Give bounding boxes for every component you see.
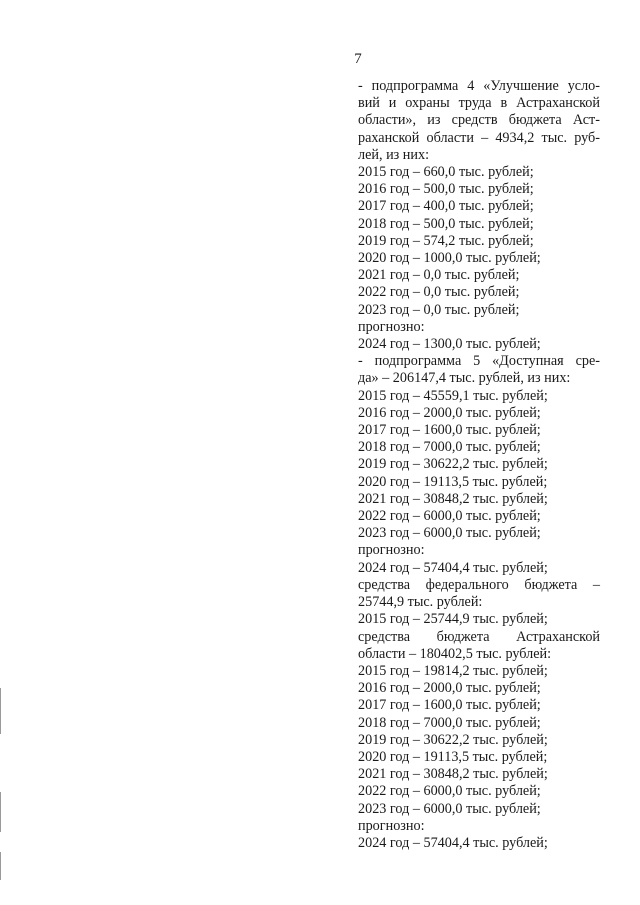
scan-edge-mark <box>0 792 1 832</box>
text-line: 2020 год – 19113,5 тыс. рублей; <box>358 748 548 765</box>
text-line: 2019 год – 574,2 тыс. рублей; <box>358 232 534 249</box>
text-line: 2017 год – 400,0 тыс. рублей; <box>358 198 534 215</box>
text-line: 2018 год – 7000,0 тыс. рублей; <box>358 439 541 456</box>
scan-edge-mark <box>0 688 1 734</box>
text-line: 2017 год – 1600,0 тыс. рублей; <box>358 422 541 439</box>
text-line: - подпрограмма 5 «Доступная сре- <box>358 353 600 370</box>
text-line: 2016 год – 2000,0 тыс. рублей; <box>358 404 541 421</box>
text-line: 2016 год – 2000,0 тыс. рублей; <box>358 680 541 697</box>
text-line: да» – 206147,4 тыс. рублей, из них: <box>358 370 571 387</box>
text-line: средства бюджета Астраханской <box>358 628 600 645</box>
document-text-column <box>358 78 600 852</box>
text-line: прогнозно: <box>358 318 425 335</box>
text-line: 2015 год – 660,0 тыс. рублей; <box>358 164 534 181</box>
text-line: 2015 год – 45559,1 тыс. рублей; <box>358 387 548 404</box>
text-line: области», из средств бюджета Аст- <box>358 112 600 129</box>
text-line: 2021 год – 30848,2 тыс. рублей; <box>358 766 548 783</box>
text-line: 2021 год – 0,0 тыс. рублей; <box>358 267 520 284</box>
text-line: области – 180402,5 тыс. рублей: <box>358 645 552 662</box>
text-line: - подпрограмма 4 «Улучшение усло- <box>358 78 600 94</box>
text-line: 2022 год – 0,0 тыс. рублей; <box>358 284 520 301</box>
text-line: 2017 год – 1600,0 тыс. рублей; <box>358 697 541 714</box>
text-line: 2018 год – 500,0 тыс. рублей; <box>358 215 534 232</box>
text-line: 2023 год – 0,0 тыс. рублей; <box>358 301 520 318</box>
text-line: 2024 год – 1300,0 тыс. рублей; <box>358 336 541 353</box>
text-line: раханской области – 4934,2 тыс. руб- <box>358 129 600 146</box>
text-line: 2022 год – 6000,0 тыс. рублей; <box>358 783 541 800</box>
text-line: 2018 год – 7000,0 тыс. рублей; <box>358 714 541 731</box>
text-line: лей, из них: <box>358 146 430 163</box>
text-line: 2024 год – 57404,4 тыс. рублей; <box>358 559 548 576</box>
text-line: 2019 год – 30622,2 тыс. рублей; <box>358 731 548 748</box>
text-line: 2023 год – 6000,0 тыс. рублей; <box>358 525 541 542</box>
scan-edge-mark <box>0 852 1 880</box>
page-number: 7 <box>354 51 362 67</box>
text-line: 2023 год – 6000,0 тыс. рублей; <box>358 800 541 817</box>
text-line: 2021 год – 30848,2 тыс. рублей; <box>358 490 548 507</box>
text-line: 2015 год – 25744,9 тыс. рублей; <box>358 611 548 628</box>
text-line: 2016 год – 500,0 тыс. рублей; <box>358 181 534 198</box>
text-line: прогнозно: <box>358 542 425 559</box>
text-line: 2020 год – 1000,0 тыс. рублей; <box>358 250 541 267</box>
text-line: 25744,9 тыс. рублей: <box>358 594 483 611</box>
text-line: вий и охраны труда в Астраханской <box>358 95 600 112</box>
text-line: 2024 год – 57404,4 тыс. рублей; <box>358 834 548 851</box>
text-line: 2022 год – 6000,0 тыс. рублей; <box>358 508 541 525</box>
text-line: 2019 год – 30622,2 тыс. рублей; <box>358 456 548 473</box>
text-line: средства федерального бюджета – <box>358 576 600 593</box>
text-line: 2015 год – 19814,2 тыс. рублей; <box>358 662 548 679</box>
text-line: 2020 год – 19113,5 тыс. рублей; <box>358 473 548 490</box>
text-line: прогнозно: <box>358 817 425 834</box>
